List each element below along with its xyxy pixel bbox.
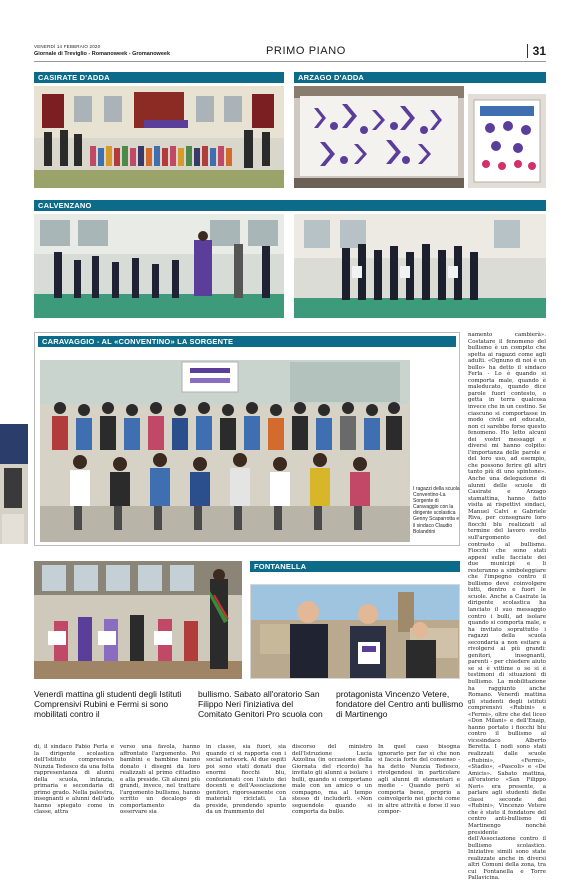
photo-caravaggio-group — [40, 360, 410, 542]
standfirst-col3: protagonista Vincenzo Vetere, fondatore del Centro anti bullismo di Martinengo — [336, 689, 464, 720]
issue-date: VENERDÌ 14 FEBBRAIO 2020 — [34, 44, 101, 49]
article-col-3: in classe, sia fuori, sia quando ci si rapporta con i social network. Al due ospiti poi sono stati donati due enormi fiocchi blu, confezionati con l'aiuto dei docenti e dell'Associazione genitori, rigorosamente con materiali riciclati. La preside, prendendo spunto da un frammento del — [206, 744, 286, 816]
photo-icon — [40, 360, 410, 542]
photo-caption: I ragazzi della scuola Conventino-La Sorgente di Caravaggio con la dirigente scolastica Genny Scaparrotta e il sindaco Claudio Bolandrini — [413, 486, 460, 535]
standfirst-col1: Venerdì mattina gli studenti degli Istituti Comprensivi Rubini e Fermi si sono mobilitati contro il — [34, 689, 182, 720]
section-bar-fontanella: FONTANELLA — [250, 561, 460, 572]
section-title: PRIMO PIANO — [266, 45, 346, 57]
photo-icon — [468, 94, 546, 188]
photo-icon — [34, 561, 242, 679]
photo-icon — [34, 86, 284, 188]
photo-arzago-banner — [294, 86, 464, 188]
page-header — [34, 42, 546, 62]
section-bar-casirate: CASIRATE D'ADDA — [34, 72, 284, 83]
section-bar-calvenzano: CALVENZANO — [34, 200, 546, 211]
photo-calvenzano-right — [294, 214, 546, 318]
article-col-1: di, il sindaco Fabio Ferla e la dirigente scolastica dell'Istituto comprensivo Nunzia Tedesco da una folta rappresentanza di alunni della scuola, infanzia, primaria e secondaria di primo grado. Nella palestra, insegnanti e alunni dell'ado hanno spiegato come in classe, attra — [34, 744, 114, 816]
newspaper-name: Giornale di Treviglio - Romanoweek - Gromanoweek — [34, 51, 171, 57]
page-number: 31 — [527, 44, 546, 58]
photo-casirate — [34, 86, 284, 188]
photo-icon — [34, 214, 284, 318]
fontanella-frame — [250, 584, 460, 679]
photo-icon — [294, 214, 546, 318]
article-right-column: namento cambierà». Costatare il fenomeno del bullismo è un compito che spetta ai ragazzi come agli adulti. «Ognuno di noi è un bullo» ha detto il sindaco Ferla - Lo è quando si comporta male, quando è maleducato, quando dice parole fuori contesto, o getta in terra qualcosa invece che in un cestino. Se ciascuno si comportasse in modo civile ed educato, non ci sarebbe forse questo fenomeno. Ho letto alcuni dei vostri messaggi e diversi mi hanno colpito: l'importanza delle parole e del loro uso, ad esempio, che possono ferire gli altri tanto più di uno spintone». Anche una delegazione di alunni delle scuole di Casirate e Arzago stamattina, hanno fatto visita ai rispettivi sindaci, Manuel Calvi e Gabriele Riva, per consegnare loro fiocchi blu realizzati al termine del lavoro svolto sull'argomento del contrasto al bullismo. Fiocchi che sono stati appesi sulle facciate dei due municipi e li resteranno a simboleggiare che l'impegno contro il bullismo deve coinvolgere tutti, dentro e fuori le scuole. Anche a Casirate la dirigente scolastica ha lanciato il suo messaggio contro i bulli, ad isolare quando si comporta male, e ha invitato soprattutto i ragazzi della scuola secondaria a non esitare a rivolgersi ai più grandi: genitori, insegnanti, parenti - per chiedere aiuto se si è vittime o se si è testimoni di situazioni di bullismo. La mobilitazione ha raggiunto anche Romano. Venerdì mattina gli studenti degli istituti comprensivi «Rubini» e «Fermi», oltre che del liceo «Don Milani» e dell'Enaip, hanno portato i fiocchi blu contro il bullismo al vicesindaco Alberto Beretta. I nodi sono stati realizzati dalle scuole «Rubini», «Fermi», «Stadio», «Pascoli» e «De Amicis». Sabato mattina, all'oratorio «San Filippo Neri» era presente, a parlare agli studenti delle classi seconde dei «Rubini», Vincenzo Vetere che è stato il fondatore del centro anti-bullismo di Martinengo nonché presidente dell'Associazione contro il bullismo scolastico. Iniziative simili sono state realizzate anche in diversi altri Comuni della zona, tra cui Fontanella e Torre Pallavicina. — [468, 332, 546, 882]
article-col-5: In quel caso bisogna ignorarlo per far sì che non si faccia forte del consenso - ha detto Nunzia Tedesco, rivolgendosi in particolare agli alunni di elementari e medie - Quando però si comporta bene, proprio a coinvolgerlo nei giochi come in altre attività e forse il suo compor- — [378, 744, 460, 816]
photo-margin-thumbnail — [0, 424, 28, 544]
photo-icon — [294, 86, 464, 188]
article-col-4: discorso del ministro dell'Istruzione Lucia Azzolina (in occasione della Giornata del ricordo) ha invitato gli alunni a isolare i bulli, quando si comportano male con un amico o un compagno, ma al tempo stesso di includerli. «Non seguendole quando si comporta da bullo. — [292, 744, 372, 816]
photo-romano-gym — [34, 561, 242, 679]
photo-icon — [0, 424, 28, 544]
standfirst-col2: bullismo. Sabato all'oratorio San Filippo Neri l'iniziativa del Comitato Genitori Pro scuola con — [198, 689, 323, 720]
photo-calvenzano-left — [34, 214, 284, 318]
section-bar-arzago: ARZAGO D'ADDA — [294, 72, 546, 83]
photo-arzago-poster — [468, 94, 546, 188]
section-bar-caravaggio: CARAVAGGIO - AL «CONVENTINO» LA SORGENTE — [38, 336, 456, 347]
article-col-2: verso una favola, hanno affrontato l'argomento. Poi bambini e bambine hanno donato i disegni da loro realizzati al primo cittadino e alla preside. Gli alunni più grandi, invece, nel trattare l'argomento bullismo, hanno scritto un decalogo di comportamento da osservare sia — [120, 744, 200, 816]
